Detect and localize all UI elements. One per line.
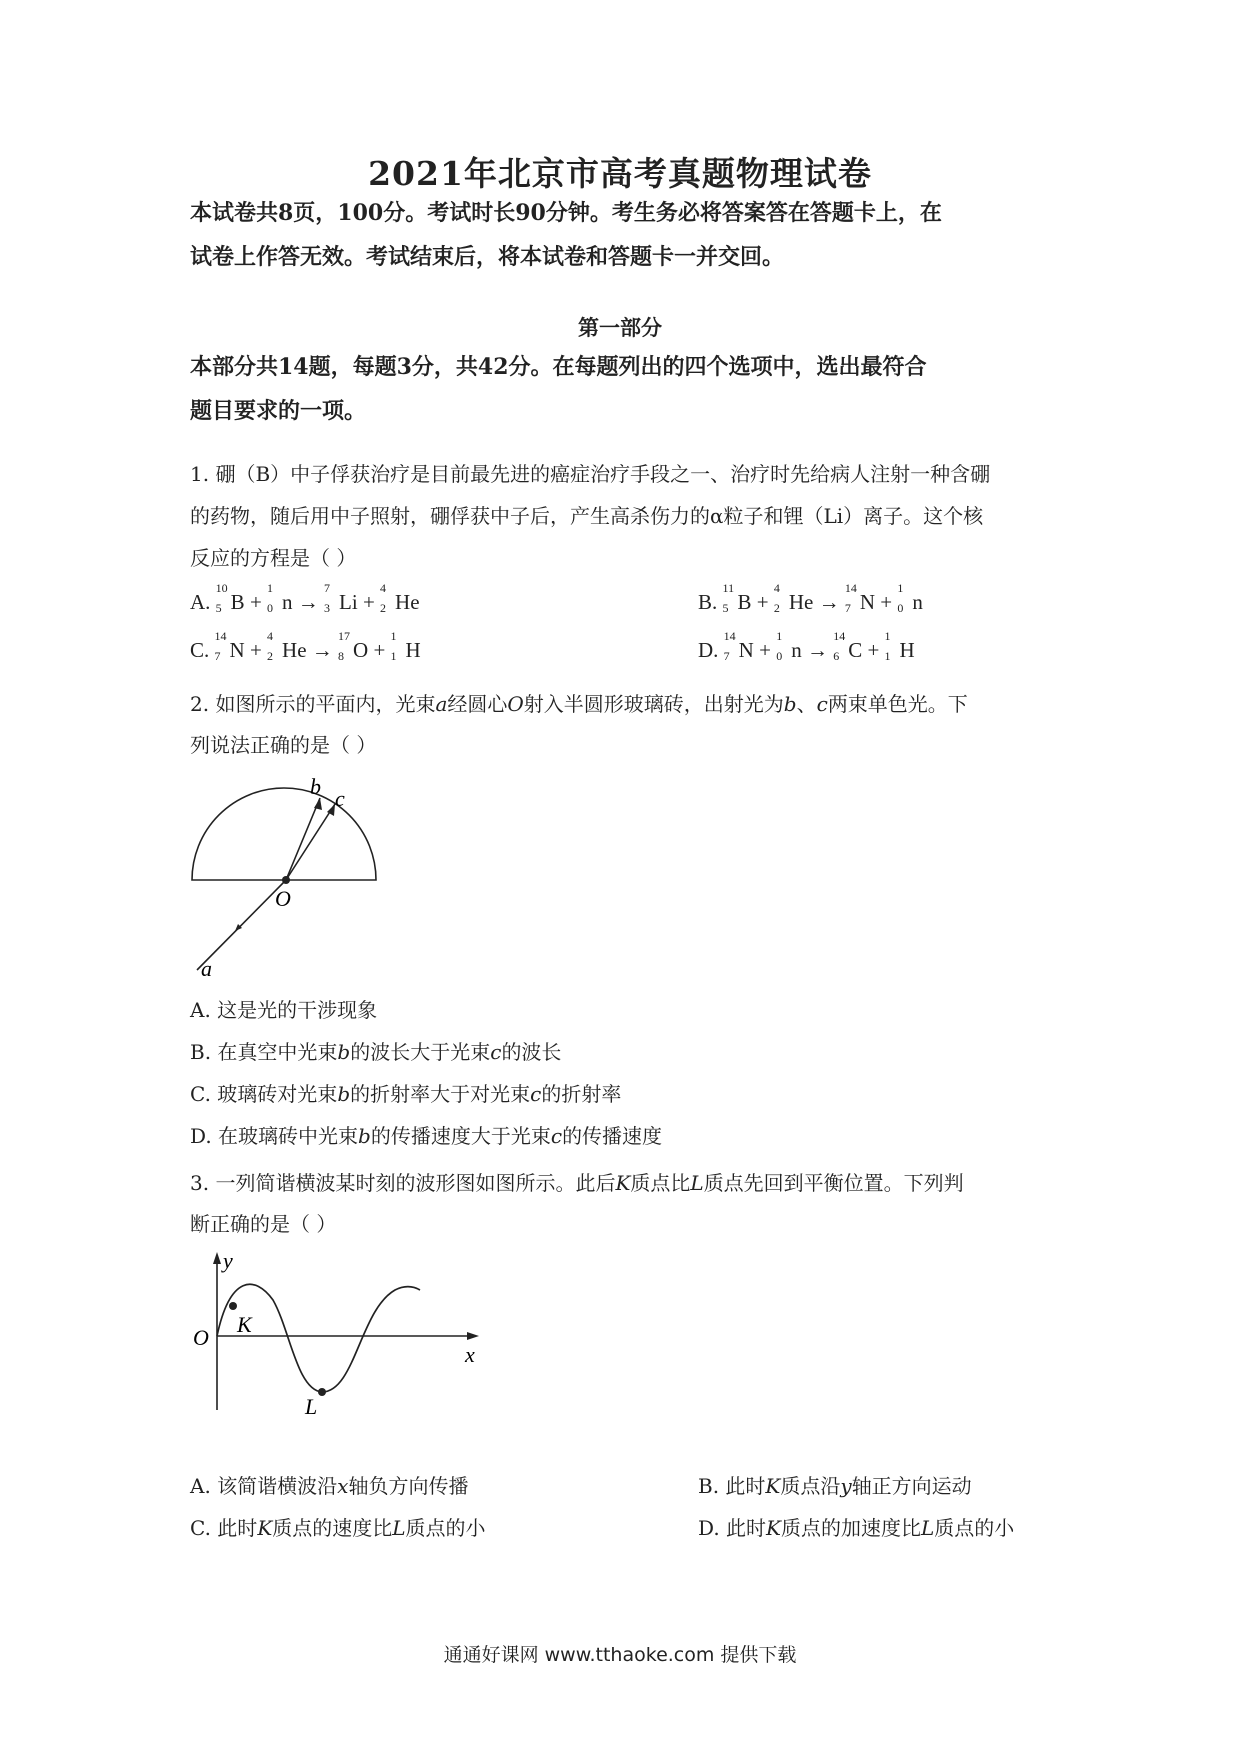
wave-curve bbox=[217, 1284, 420, 1392]
equation-operator: + bbox=[751, 590, 774, 614]
q2-stem-line-1: 2. 如图所示的平面内，光束a经圆心O射入半圆形玻璃砖，出射光为b、c两束单色光。下 bbox=[190, 692, 968, 716]
q1-stem-line-1: 1. 硼（B）中子俘获治疗是目前最先进的癌症治疗手段之一、治疗时先给病人注射一种含硼 bbox=[190, 462, 991, 486]
q2-option-d: D. 在玻璃砖中光束b的传播速度大于光束c的传播速度 bbox=[190, 1124, 663, 1148]
nuclide: 4 2 He bbox=[267, 629, 307, 663]
equation-operator: + bbox=[244, 638, 268, 662]
nuclide: 11 5 B bbox=[722, 581, 752, 615]
part-heading: 第一部分 bbox=[578, 315, 662, 340]
q1-option-c bbox=[190, 629, 421, 663]
option-label: B. bbox=[698, 590, 723, 614]
q1-option-a bbox=[190, 581, 420, 615]
page-title: 2021年北京市高考真题物理试卷 bbox=[368, 154, 872, 193]
equation-operator: → bbox=[292, 590, 325, 614]
label-l: L bbox=[305, 1394, 318, 1419]
label-a: a bbox=[201, 956, 212, 981]
center-point-o bbox=[282, 876, 290, 884]
label-x: x bbox=[465, 1342, 475, 1367]
option-label: D. bbox=[698, 638, 724, 662]
equation-operator: → bbox=[801, 638, 834, 662]
option-label: A. bbox=[190, 590, 216, 614]
q1-stem-line-2: 的药物，随后用中子照射，硼俘获中子后，产生高杀伤力的α粒子和锂（Li）离子。这个核 bbox=[190, 504, 984, 528]
nuclide: 17 8 O bbox=[338, 629, 369, 663]
label-b: b bbox=[310, 774, 321, 799]
part-description-line-1: 本部分共14题，每题3分，共42分。在每题列出的四个选项中，选出最符合 bbox=[190, 354, 927, 380]
label-k: K bbox=[237, 1312, 252, 1337]
label-y: y bbox=[223, 1250, 233, 1273]
label-o: O bbox=[193, 1325, 209, 1350]
q2-option-a: A. 这是光的干涉现象 bbox=[190, 998, 378, 1022]
q2-stem-line-2: 列说法正确的是（ ） bbox=[190, 733, 377, 757]
q2-figure-semicircle bbox=[185, 768, 385, 983]
q1-option-d bbox=[698, 629, 915, 663]
semicircle-glass bbox=[192, 788, 376, 880]
nuclide: 1 0 n bbox=[776, 629, 802, 663]
q3-option-b: B. 此时K质点沿y轴正方向运动 bbox=[698, 1474, 972, 1498]
nuclide: 4 2 He bbox=[773, 581, 814, 615]
q1-option-b bbox=[698, 581, 923, 615]
nuclide: 10 5 B bbox=[215, 581, 245, 615]
y-axis-arrow bbox=[213, 1252, 221, 1264]
beam-b bbox=[286, 798, 320, 880]
label-o: O bbox=[275, 886, 291, 911]
nuclide: 7 3 Li bbox=[324, 581, 358, 615]
q3-option-c: C. 此时K质点的速度比L质点的小 bbox=[190, 1516, 486, 1540]
equation-operator: + bbox=[244, 590, 268, 614]
equation-operator: + bbox=[357, 590, 381, 614]
nuclide: 1 1 H bbox=[884, 629, 915, 663]
nuclide: 1 0 n bbox=[897, 581, 923, 615]
beam-b-arrow bbox=[314, 798, 322, 810]
part-description-line-2: 题目要求的一项。 bbox=[190, 398, 367, 424]
q2-option-c: C. 玻璃砖对光束b的折射率大于对光束c的折射率 bbox=[190, 1082, 622, 1106]
equation-operator: + bbox=[862, 638, 885, 662]
beam-c bbox=[286, 804, 335, 880]
label-c: c bbox=[335, 786, 345, 811]
q3-stem-line-1: 3. 一列简谐横波某时刻的波形图如图所示。此后K质点比L质点先回到平衡位置。下列判 bbox=[190, 1171, 964, 1195]
nuclide: 1 1 H bbox=[390, 629, 421, 663]
nuclide: 14 7 N bbox=[844, 581, 876, 615]
equation-operator: + bbox=[753, 638, 777, 662]
nuclide: 14 6 C bbox=[833, 629, 863, 663]
nuclide: 14 7 N bbox=[723, 629, 754, 663]
equation-operator: + bbox=[368, 638, 391, 662]
equation-operator: → bbox=[306, 638, 339, 662]
instructions-line-2: 试卷上作答无效。考试结束后，将本试卷和答题卡一并交回。 bbox=[190, 244, 785, 270]
nuclide: 14 7 N bbox=[214, 629, 245, 663]
q2-option-b: B. 在真空中光束b的波长大于光束c的波长 bbox=[190, 1040, 562, 1064]
nuclide: 1 0 n bbox=[267, 581, 293, 615]
x-axis-arrow bbox=[467, 1332, 479, 1340]
q3-option-d: D. 此时K质点的加速度比L质点的小 bbox=[698, 1516, 1015, 1540]
footer-source: 通通好课网 www.tthaoke.com 提供下载 bbox=[443, 1644, 797, 1666]
q3-figure-wave bbox=[185, 1250, 485, 1420]
equation-operator: + bbox=[875, 590, 898, 614]
equation-operator: → bbox=[813, 590, 845, 614]
q1-stem-line-3: 反应的方程是（ ） bbox=[190, 546, 357, 570]
point-l bbox=[318, 1388, 326, 1396]
nuclide: 4 2 He bbox=[380, 581, 420, 615]
option-label: C. bbox=[190, 638, 215, 662]
instructions-line-1: 本试卷共8页，100分。考试时长90分钟。考生务必将答案答在答题卡上，在 bbox=[190, 200, 942, 226]
q3-option-a: A. 该简谐横波沿x轴负方向传播 bbox=[190, 1474, 469, 1498]
q3-stem-line-2: 断正确的是（ ） bbox=[190, 1212, 337, 1236]
point-k bbox=[229, 1302, 237, 1310]
